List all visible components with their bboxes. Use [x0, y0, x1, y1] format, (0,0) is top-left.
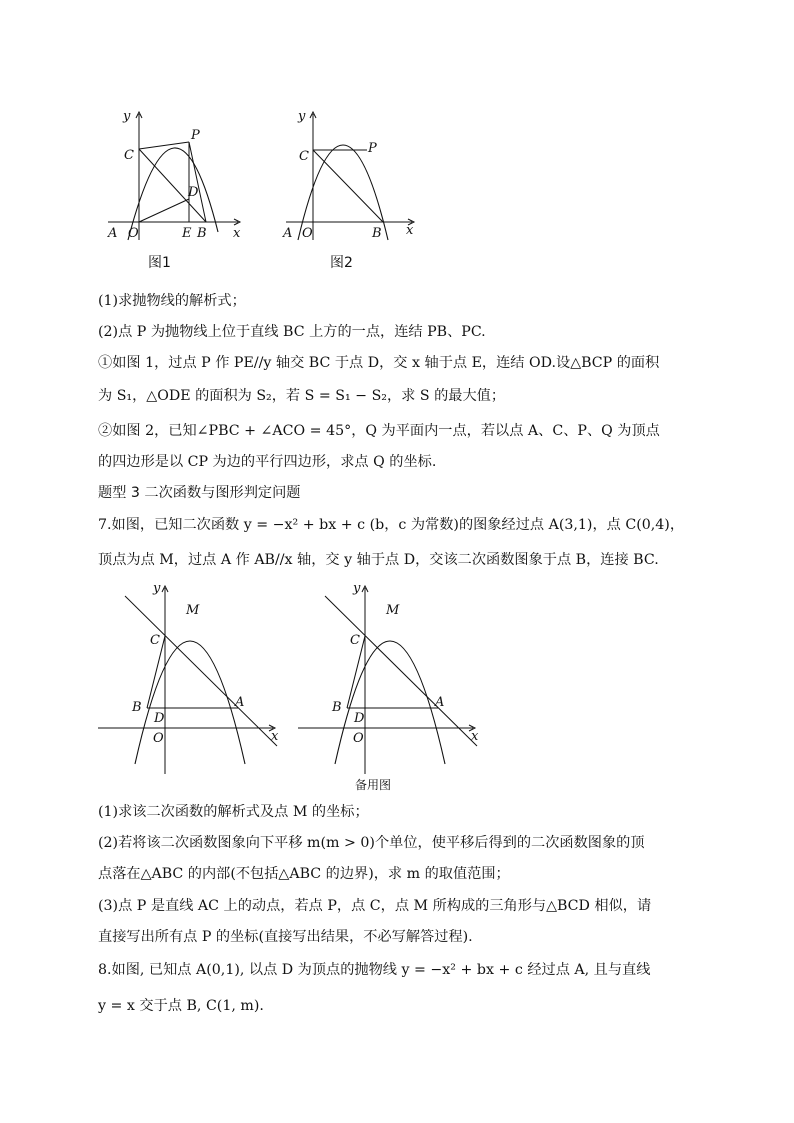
q7-part2-line2: 点落在△ABC 的内部(不包括△ABC 的边界)，求 m 的取值范围；	[98, 866, 510, 882]
q7-stem-line2: 顶点为点 M，过点 A 作 AB//x 轴，交 y 轴于点 D，交该二次函数图象于点 B，连接 BC.	[98, 552, 659, 568]
label-b: B	[372, 226, 382, 241]
q6-part2-sub2-line2: 的四边形是以 CP 为边的平行四边形，求点 Q 的坐标.	[98, 454, 437, 470]
q6-part2: (2)点 P 为抛物线上位于直线 BC 上方的一点，连结 PB、PC.	[98, 324, 486, 340]
label-y: y	[298, 109, 306, 124]
label-d: D	[188, 185, 199, 200]
label-a: A	[235, 695, 245, 710]
label-x: x	[271, 729, 279, 744]
q7-stem-line1: 7.如图，已知二次函数 y = −x² + bx + c (b，c 为常数)的图象经过点 A(3,1)，点 C(0,4)，	[98, 517, 685, 533]
segment-pb	[189, 142, 206, 222]
label-b: B	[197, 226, 207, 241]
label-a: A	[283, 226, 293, 241]
q6-part2-sub2-line1: ②如图 2，已知∠PBC + ∠ACO = 45°，Q 为平面内一点，若以点 A、C、P、Q 为顶点	[98, 423, 660, 439]
label-a: A	[108, 226, 118, 241]
q7-part1: (1)求该二次函数的解析式及点 M 的坐标；	[98, 804, 369, 820]
label-x: x	[406, 223, 414, 238]
label-a: A	[435, 695, 445, 710]
segment-cp	[139, 142, 189, 149]
figure-3	[95, 578, 295, 778]
label-x: x	[471, 729, 479, 744]
q7-part2-line1: (2)若将该二次函数图象向下平移 m(m > 0)个单位，使平移后得到的二次函数图象的顶	[98, 835, 645, 851]
label-e: E	[182, 226, 192, 241]
label-c: C	[299, 149, 309, 164]
label-y: y	[123, 109, 131, 124]
label-o: O	[128, 226, 139, 241]
label-o: O	[153, 731, 164, 746]
q6-part2-sub1-line1: ①如图 1，过点 P 作 PE//y 轴交 BC 于点 D，交 x 轴于点 E，连结 OD.设△BCP 的面积	[98, 355, 660, 371]
label-o: O	[353, 731, 364, 746]
q6-part2-sub1-line2: 为 S₁，△ODE 的面积为 S₂，若 S = S₁ − S₂，求 S 的最大值；	[98, 388, 506, 404]
q7-part3-line2: 直接写出所有点 P 的坐标(直接写出结果，不必写解答过程).	[98, 929, 473, 945]
label-p: P	[368, 141, 377, 156]
label-y: y	[353, 581, 361, 596]
label-p: P	[191, 128, 200, 143]
segment-od	[139, 199, 189, 222]
label-d: D	[354, 711, 365, 726]
label-b: B	[132, 700, 142, 715]
label-d: D	[154, 711, 165, 726]
figure-2	[280, 100, 440, 250]
q6-part1: (1)求抛物线的解析式；	[98, 293, 246, 309]
label-b: B	[332, 700, 342, 715]
line-ac	[125, 596, 277, 746]
label-x: x	[233, 226, 241, 241]
label-c: C	[124, 148, 134, 163]
section-heading: 题型 3 二次函数与图形判定问题	[98, 485, 301, 501]
label-m: M	[186, 603, 200, 618]
q7-part3-line1: (3)点 P 是直线 AC 上的动点，若点 P，点 C，点 M 所构成的三角形与△BCD 相似，请	[98, 898, 652, 914]
figure-4	[295, 578, 495, 778]
label-y: y	[153, 581, 161, 596]
figure-1	[100, 100, 260, 250]
q8-stem-line1: 8.如图, 已知点 A(0,1), 以点 D 为顶点的抛物线 y = −x² + bx + c 经过点 A, 且与直线	[98, 962, 651, 978]
q8-stem-line2: y = x 交于点 B, C(1, m).	[98, 998, 264, 1014]
label-m: M	[386, 603, 400, 618]
figure-2-caption: 图2	[330, 255, 353, 271]
label-c: C	[150, 633, 160, 648]
line-ac	[325, 596, 477, 746]
figure-1-caption: 图1	[148, 255, 171, 271]
label-c: C	[350, 633, 360, 648]
label-o: O	[302, 226, 313, 241]
figure-4-caption: 备用图	[355, 778, 392, 792]
